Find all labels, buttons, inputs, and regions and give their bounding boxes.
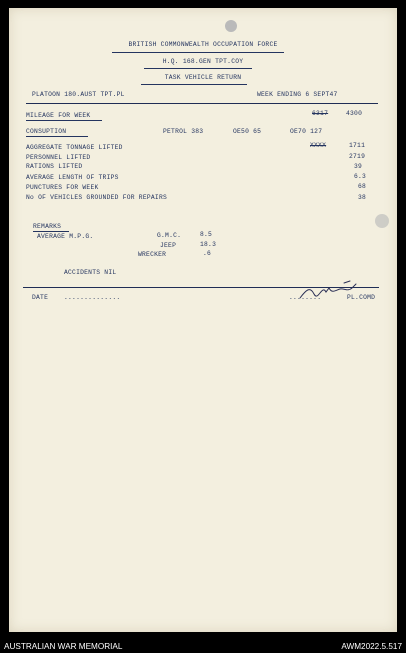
remarks-heading: REMARKS — [33, 223, 62, 230]
mileage-label: MILEAGE FOR WEEK — [26, 112, 91, 119]
mileage-value: 4300 — [346, 110, 363, 117]
row-label: PERSONNEL LIFTED — [26, 154, 91, 161]
archive-name: AUSTRALIAN WAR MEMORIAL — [4, 642, 123, 651]
title-underline — [141, 84, 247, 85]
header-rule — [26, 103, 378, 104]
mpg-vehicle-label: JEEP — [160, 242, 177, 249]
oe50-value: OE50 65 — [233, 128, 262, 135]
row-value: 2719 — [349, 153, 366, 160]
date-field: .............. — [64, 294, 121, 301]
row-label: AGGREGATE TONNAGE LIFTED — [26, 144, 123, 151]
consumption-underline — [26, 136, 88, 137]
org-heading: BRITISH COMMONWEALTH OCCUPATION FORCE — [128, 41, 278, 48]
row-label: RATIONS LIFTED — [26, 163, 83, 170]
mileage-struck-value: 6317 — [312, 110, 329, 117]
mpg-vehicle-label: G.M.C. — [157, 232, 182, 239]
signature-dots: ........ — [289, 294, 322, 301]
archive-reference: AWM2022.5.517 — [341, 642, 402, 651]
platoon-label: PLATOON 180.AUST TPT.PL — [32, 91, 125, 98]
remarks-underline — [33, 231, 69, 232]
unit-heading: H.Q. 168.GEN TPT.COY — [162, 58, 244, 65]
row-label: AVERAGE LENGTH OF TRIPS — [26, 174, 119, 181]
row-value: 39 — [354, 163, 363, 170]
petrol-value: PETROL 383 — [163, 128, 204, 135]
stain-mark — [375, 214, 389, 228]
document-page — [9, 8, 397, 632]
archive-footer-bar — [0, 638, 406, 653]
row-value: 6.3 — [354, 173, 367, 180]
row-struck-value: XXXX — [310, 142, 327, 149]
unit-underline — [144, 68, 252, 69]
mpg-vehicle-value: 18.3 — [200, 241, 217, 248]
comd-label: PL.COMD — [347, 294, 376, 301]
mileage-underline — [26, 120, 102, 121]
week-ending-label: WEEK ENDING 6 SEPT47 — [257, 91, 338, 98]
date-label: DATE — [32, 294, 49, 301]
accidents-label: ACCIDENTS NIL — [64, 269, 117, 276]
row-value: 68 — [358, 183, 367, 190]
mpg-vehicle-label: WRECKER — [138, 251, 167, 258]
average-mpg-label: AVERAGE M.P.G. — [37, 233, 94, 240]
row-value: 38 — [358, 194, 367, 201]
mpg-vehicle-value: .6 — [203, 250, 212, 257]
consumption-label: CONSUPTION — [26, 128, 67, 135]
oe70-value: OE70 127 — [290, 128, 323, 135]
row-label: No OF VEHICLES GROUNDED FOR REPAIRS — [26, 194, 168, 201]
return-title: TASK VEHICLE RETURN — [164, 74, 242, 81]
mpg-vehicle-value: 8.5 — [200, 231, 213, 238]
row-value: 1711 — [349, 142, 366, 149]
org-underline — [112, 52, 284, 53]
punch-hole-mark — [225, 20, 237, 32]
row-label: PUNCTURES FOR WEEK — [26, 184, 99, 191]
